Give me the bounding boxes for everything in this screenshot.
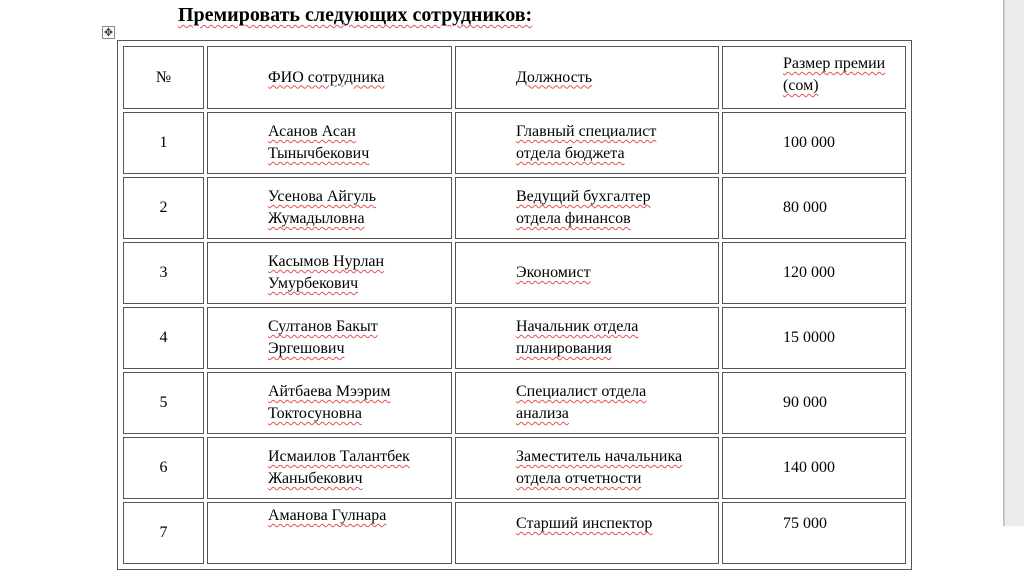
table-row [123, 112, 906, 174]
prize-amount: 100 000 [722, 112, 906, 174]
employee-position: Главный специалист отдела бюджета [455, 112, 719, 174]
document-heading [178, 4, 532, 27]
header-number: № [123, 46, 204, 109]
employee-position: Начальник отдела планирования [455, 307, 719, 369]
table-header-row [123, 46, 906, 109]
employee-name: Исмаилов Талантбек Жаныбекович [207, 437, 452, 499]
prize-amount: 80 000 [722, 177, 906, 239]
prize-amount: 140 000 [722, 437, 906, 499]
employee-name: Айтбаева Мээрим Токтосуновна [207, 372, 452, 434]
table-row [123, 242, 906, 304]
employee-name: Касымов Нурлан Умурбекович [207, 242, 452, 304]
table-row [123, 177, 906, 239]
table-row [123, 372, 906, 434]
employee-position: Ведущий бухгалтер отдела финансов [455, 177, 719, 239]
prize-amount: 75 000 [722, 502, 906, 564]
employee-name: Усенова Айгуль Жумадыловна [207, 177, 452, 239]
employee-name: Аманова Гулнара [207, 502, 452, 564]
prize-amount: 90 000 [722, 372, 906, 434]
employee-position: Заместитель начальника отдела отчетности [455, 437, 719, 499]
row-number: 4 [123, 307, 204, 369]
employee-position: Старший инспектор [455, 502, 719, 564]
header-prize: Размер премии (сом) [722, 46, 906, 109]
table-row [123, 437, 906, 499]
heading-text: Премировать следующих сотрудников: [178, 4, 533, 26]
employee-position: Экономист [455, 242, 719, 304]
header-name: ФИО сотрудника [207, 46, 452, 109]
table-row [123, 502, 906, 564]
scrollbar-gutter[interactable] [1004, 0, 1024, 526]
employee-position: Специалист отдела анализа [455, 372, 719, 434]
prize-amount: 15 0000 [722, 307, 906, 369]
employee-name: Султанов Бакыт Эргешович [207, 307, 452, 369]
row-number: 3 [123, 242, 204, 304]
header-position: Должность [455, 46, 719, 109]
employee-table [117, 40, 912, 570]
move-handle-icon[interactable]: ✥ [103, 26, 114, 39]
row-number: 7 [123, 502, 204, 564]
row-number: 5 [123, 372, 204, 434]
row-number: 6 [123, 437, 204, 499]
table-row [123, 307, 906, 369]
row-number: 2 [123, 177, 204, 239]
employee-name: Асанов Асан Тынычбекович [207, 112, 452, 174]
row-number: 1 [123, 112, 204, 174]
prize-amount: 120 000 [722, 242, 906, 304]
